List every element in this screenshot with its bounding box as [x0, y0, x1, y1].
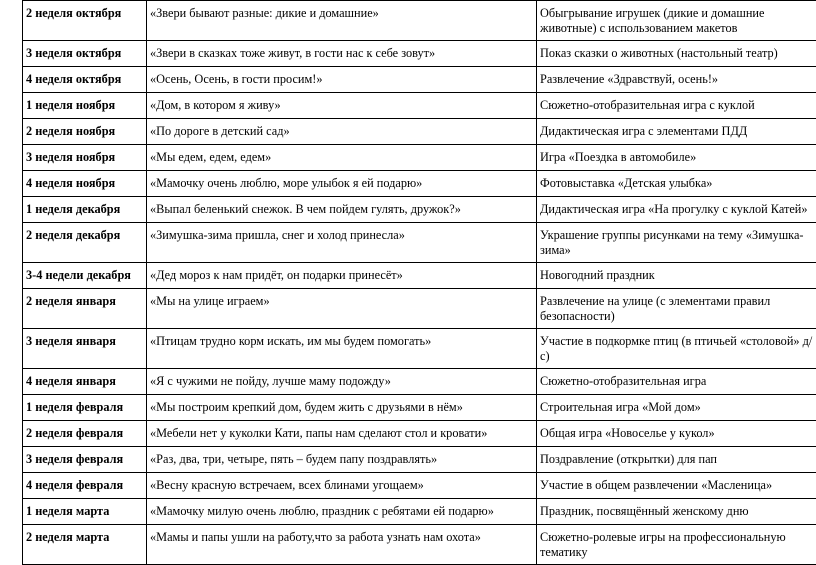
- table-row: [23, 197, 816, 223]
- event-cell: Дидактическая игра «На прогулку с куклой Катей»: [537, 197, 816, 223]
- table-row: [23, 473, 816, 499]
- table-row: [23, 145, 816, 171]
- event-cell: Участие в подкормке птиц (в птичьей «столовой» д/с): [537, 329, 816, 369]
- event-cell: Сюжетно-ролевые игры на профессиональную тематику: [537, 525, 816, 565]
- theme-cell: «Осень, Осень, в гости просим!»: [147, 67, 537, 93]
- week-cell: 2 неделя ноября: [23, 119, 147, 145]
- theme-cell: «По дороге в детский сад»: [147, 119, 537, 145]
- week-cell: 2 неделя октября: [23, 1, 147, 41]
- table-row: [23, 119, 816, 145]
- table-row: [23, 525, 816, 565]
- event-cell: Общая игра «Новоселье у кукол»: [537, 421, 816, 447]
- event-cell: Новогодний праздник: [537, 263, 816, 289]
- week-cell: 4 неделя ноября: [23, 171, 147, 197]
- week-cell: 4 неделя января: [23, 369, 147, 395]
- theme-cell: «Зимушка-зима пришла, снег и холод принесла»: [147, 223, 537, 263]
- event-cell: Поздравление (открытки) для пап: [537, 447, 816, 473]
- theme-cell: «Мамочку милую очень люблю, праздник с ребятами ей подарю»: [147, 499, 537, 525]
- theme-cell: «Дом, в котором я живу»: [147, 93, 537, 119]
- table-row: [23, 171, 816, 197]
- table-row: [23, 447, 816, 473]
- table-row: [23, 223, 816, 263]
- theme-cell: «Мы построим крепкий дом, будем жить с друзьями в нём»: [147, 395, 537, 421]
- table-row: [23, 395, 816, 421]
- table-row: [23, 93, 816, 119]
- week-cell: 4 неделя октября: [23, 67, 147, 93]
- week-cell: 2 неделя марта: [23, 525, 147, 565]
- theme-cell: «Мамочку очень люблю, море улыбок я ей подарю»: [147, 171, 537, 197]
- table-row: [23, 421, 816, 447]
- event-cell: Обыгрывание игрушек (дикие и домашние животные) с использованием макетов: [537, 1, 816, 41]
- event-cell: Сюжетно-отобразительная игра с куклой: [537, 93, 816, 119]
- event-cell: Игра «Поездка в автомобиле»: [537, 145, 816, 171]
- week-cell: 3 неделя октября: [23, 41, 147, 67]
- theme-cell: «Мебели нет у куколки Кати, папы нам сделают стол и кровати»: [147, 421, 537, 447]
- week-cell: 2 неделя декабря: [23, 223, 147, 263]
- table-row: [23, 41, 816, 67]
- week-cell: 2 неделя февраля: [23, 421, 147, 447]
- table-row: [23, 1, 816, 41]
- theme-cell: «Птицам трудно корм искать, им мы будем помогать»: [147, 329, 537, 369]
- event-cell: Участие в общем развлечении «Масленица»: [537, 473, 816, 499]
- theme-cell: «Я с чужими не пойду, лучше маму подожду»: [147, 369, 537, 395]
- event-cell: Строительная игра «Мой дом»: [537, 395, 816, 421]
- thematic-plan-table: [22, 0, 816, 565]
- event-cell: Развлечение «Здравствуй, осень!»: [537, 67, 816, 93]
- week-cell: 3-4 недели декабря: [23, 263, 147, 289]
- theme-cell: «Выпал беленький снежок. В чем пойдем гулять, дружок?»: [147, 197, 537, 223]
- week-cell: 3 неделя февраля: [23, 447, 147, 473]
- table-row: [23, 329, 816, 369]
- event-cell: Сюжетно-отобразительная игра: [537, 369, 816, 395]
- theme-cell: «Дед мороз к нам придёт, он подарки принесёт»: [147, 263, 537, 289]
- theme-cell: «Весну красную встречаем, всех блинами угощаем»: [147, 473, 537, 499]
- theme-cell: «Раз, два, три, четыре, пять – будем папу поздравлять»: [147, 447, 537, 473]
- week-cell: 2 неделя января: [23, 289, 147, 329]
- table-row: [23, 263, 816, 289]
- week-cell: 1 неделя ноября: [23, 93, 147, 119]
- theme-cell: «Звери бывают разные: дикие и домашние»: [147, 1, 537, 41]
- theme-cell: «Мамы и папы ушли на работу,что за работа узнать нам охота»: [147, 525, 537, 565]
- table-row: [23, 499, 816, 525]
- event-cell: Показ сказки о животных (настольный театр): [537, 41, 816, 67]
- week-cell: 1 неделя февраля: [23, 395, 147, 421]
- week-cell: 1 неделя декабря: [23, 197, 147, 223]
- event-cell: Фотовыставка «Детская улыбка»: [537, 171, 816, 197]
- table-row: [23, 289, 816, 329]
- event-cell: Украшение группы рисунками на тему «Зимушка-зима»: [537, 223, 816, 263]
- theme-cell: «Мы на улице играем»: [147, 289, 537, 329]
- event-cell: Праздник, посвящённый женскому дню: [537, 499, 816, 525]
- week-cell: 4 неделя февраля: [23, 473, 147, 499]
- week-cell: 1 неделя марта: [23, 499, 147, 525]
- theme-cell: «Звери в сказках тоже живут, в гости нас к себе зовут»: [147, 41, 537, 67]
- event-cell: Дидактическая игра с элементами ПДД: [537, 119, 816, 145]
- theme-cell: «Мы едем, едем, едем»: [147, 145, 537, 171]
- week-cell: 3 неделя января: [23, 329, 147, 369]
- table-row: [23, 67, 816, 93]
- table-row: [23, 369, 816, 395]
- event-cell: Развлечение на улице (с элементами правил безопасности): [537, 289, 816, 329]
- week-cell: 3 неделя ноября: [23, 145, 147, 171]
